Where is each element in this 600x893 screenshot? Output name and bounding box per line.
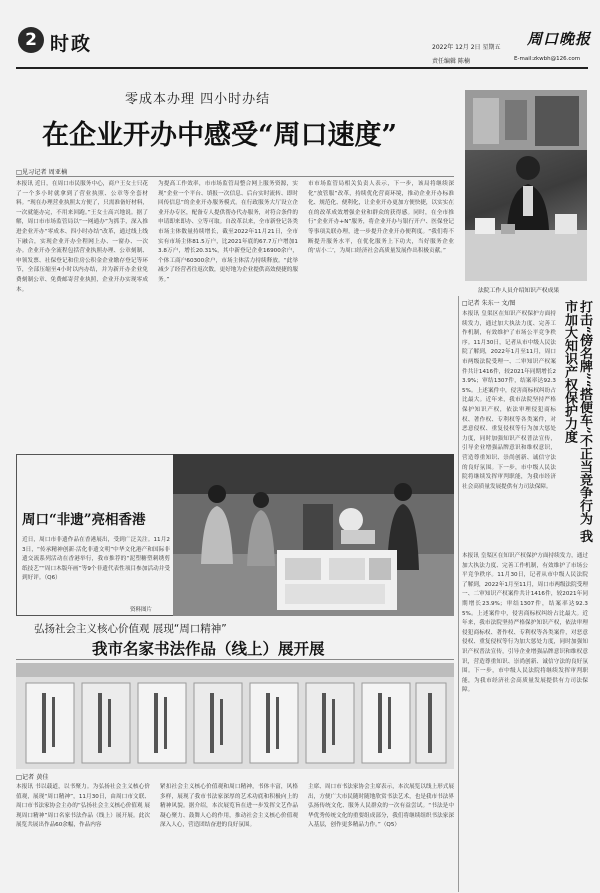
newspaper-logo: 周口晚报 xyxy=(527,30,592,48)
responsible-editor: 责任编辑 陈楠 xyxy=(432,58,470,65)
lead-column-2: 为提高工作效率，市市场监管局整合网上服务资源，实现“企业一个平台、填报一次信息、后台实时流转、即时回传信息”的企业开办服务模式。在行政服务大厅设立企业开办专区，配备专人提供帮办代办服务，对符合条件的申请即来即办、立等可取。自改革以来，全市新登记各类市场主体数量持续增长，截至2022年11月21日，全市实有市场主体81.5万户，比2021年底的67.7万户增加13.8万户，增长20.31%，其中新登记企业16900余户，个体工商户60300余户，市场主体活力持续释放。“此举减少了经营者往返次数，更好地为企业提供高效便捷的服务。” xyxy=(158,181,298,283)
lead-kicker: 零成本办理 四小时办结 xyxy=(125,92,271,107)
sidebar-byline: □记者 朱东一 文/图 xyxy=(462,300,516,307)
contact-email: E-mail:zkwbh@126.com xyxy=(514,56,581,62)
photo-caption: 法院工作人员介绍知识产权成果 xyxy=(478,288,560,294)
sidebar-divider xyxy=(458,296,459,892)
calligraphy-photo xyxy=(16,663,454,769)
masthead-rule xyxy=(16,67,588,69)
lead-rule xyxy=(16,176,454,177)
feiyi-photo xyxy=(173,454,454,616)
feiyi-text: 近日，周口市非遗作品在香港展出，受到广泛关注。11月23日，“传承精神创新·活化非遗文明”中华文化港产和国际非遗交流系列活动在香港举行，我市推荐的“泥塑糖塑刺绣剪纸技艺”“周口木版年画”等9个非遗代表性项目参加活动并受到好评。（Q6） xyxy=(22,537,170,582)
calligraphy-column-3: 主席、周口市书法家协会主席表示，本次展览以线上形式展出，方便广大市民随时随地欣赏书法艺术，也是我市书法界弘扬传统文化、服务人民群众的一次有益尝试。“书法是中华优秀传统文化的重要组成部分，我们将继续组织书法家深入基层，创作更多精品力作。”（Q5） xyxy=(308,784,454,829)
lead-headline: 在企业开办中感受“周口速度” xyxy=(42,120,398,151)
calligraphy-byline: □记者 黄佳 xyxy=(16,774,49,781)
issue-date: 2022年 12月 2日 星期五 xyxy=(432,44,501,51)
lead-column-3: 市市场监管局相关负责人表示，下一步，该局将继续深化“放管服”改革，持续优化营商环境，推动企业开办标准化、规范化、便利化，让企业开办更加方便快捷，以实实在在的改革成效增强企业和群众的获得感。同时，在全市推行“企业开办+N”服务，将企业开办与银行开户、医保登记等事项关联办理，进一步提升企业开办便利度。“我们将不断提升服务水平，在优化服务上下功夫，当好服务企业的‘店小二’，为周口经济社会高质量发展作出积极贡献。” xyxy=(308,181,454,255)
calligraphy-column-1: 本报讯 书以载道，以书聚力。为弘扬社会主义核心价值观，展现“周口精神”，11月30日，由周口市文联、周口市书法家协会主办的“弘扬社会主义核心价值观 展现周口精神”周口名家书法作品（线上）展开展。此次展览共展出作品60余幅，作品内容 xyxy=(16,784,150,829)
sidebar-text-top: 本报讯 皇渠区在知识产权保护方面持续发力，通过加大执法力度、完善工作机制，有效维护了市场公平竞争秩序。11月30日，记者从市中级人民法院了解到，2022年1月至11月，周口市两级法院受理一、二审知识产权案件共计1416件，较2021年同期增长23.9%；审结1307件，结案率达92.35%。上述案件中，侵害商标权纠纷占比最大。近年来，我市法院坚持严格保护知识产权，依法审理侵犯商标权、著作权、专利权等各类案件，对恶意侵权、重复侵权等行为加大惩处力度，同时加强知识产权普法宣传，引导企业增强品牌意识和维权意识，营造尊重知识、崇尚创新、诚信守法的良好氛围。下一步，市中级人民法院将继续发挥审判职能，为我市经济社会高质量发展提供有力司法保障。 xyxy=(462,311,556,490)
lead-byline: □见习记者 周亚楠 xyxy=(16,169,68,176)
calligraphy-headline: 我市名家书法作品（线上）展开展 xyxy=(92,639,325,658)
feiyi-photo-credit: 资料图片 xyxy=(130,607,153,613)
sidebar-headline: 打击“傍名牌”“搭便车”不正当竞争行为 我市加大知识产权保护力度 xyxy=(562,300,592,543)
calligraphy-column-2: 紧扣社会主义核心价值观和周口精神，书体丰富，风格多样，展现了我市书法家深厚的艺术功底和积极向上的精神风貌。据介绍，本次展览旨在进一步发挥文艺作品凝心聚力、鼓舞人心的作用，推动社会主义核心价值观深入人心，营造团结奋进的良好氛围。 xyxy=(160,784,298,829)
calligraphy-rule xyxy=(16,659,454,660)
page-number-badge: 2 xyxy=(18,27,44,53)
sidebar-text-bottom: 本报讯 皇渠区在知识产权保护方面持续发力，通过加大执法力度、完善工作机制，有效维护了市场公平竞争秩序。11月30日，记者从市中级人民法院了解到，2022年1月至11月，周口市两级法院受理一、二审知识产权案件共计1416件，较2021年同期增长23.9%；审结1307件，结案率达92.35%。上述案件中，侵害商标权纠纷占比最大。近年来，我市法院坚持严格保护知识产权，依法审理侵犯商标权、著作权、专利权等各类案件，对恶意侵权、重复侵权等行为加大惩处力度，同时加强知识产权普法宣传，引导企业增强品牌意识和维权意识，营造尊重知识、崇尚创新、诚信守法的良好氛围。下一步，市中级人民法院将继续发挥审判职能，为我市经济社会高质量发展提供有力司法保障。 xyxy=(462,553,588,694)
court-photo xyxy=(465,90,587,281)
section-title: 时政 xyxy=(50,33,93,55)
feiyi-title: 周口“非遗”亮相香港 xyxy=(22,512,146,528)
lead-column-1: 本报讯 近日，在周口市民服务中心，商户王女士只花了一个多小时就拿到了营业执照、公章等全套材料。“现在办理营业执照太方便了，只需准备好材料，一次就能办完，不用来回跑。”王女士高兴地说。据了解，周口市市场监管局以“一网通办”为抓手，深入推进企业开办“零成本、四小时办结”改革，通过线上线下融合，实现企业开办全程网上办、一窗办、一次办。企业开办全流程包括营业执照办理、公章刻制、申领发票、社保登记和住房公积金企业缴存登记等环节，全部压缩至4小时以内办结，并为新开办企业免费刻制公章、免费邮寄营业执照，企业开办实现零成本。 xyxy=(16,181,148,293)
calligraphy-kicker: 弘扬社会主义核心价值观 展现“周口精神” xyxy=(34,623,227,635)
